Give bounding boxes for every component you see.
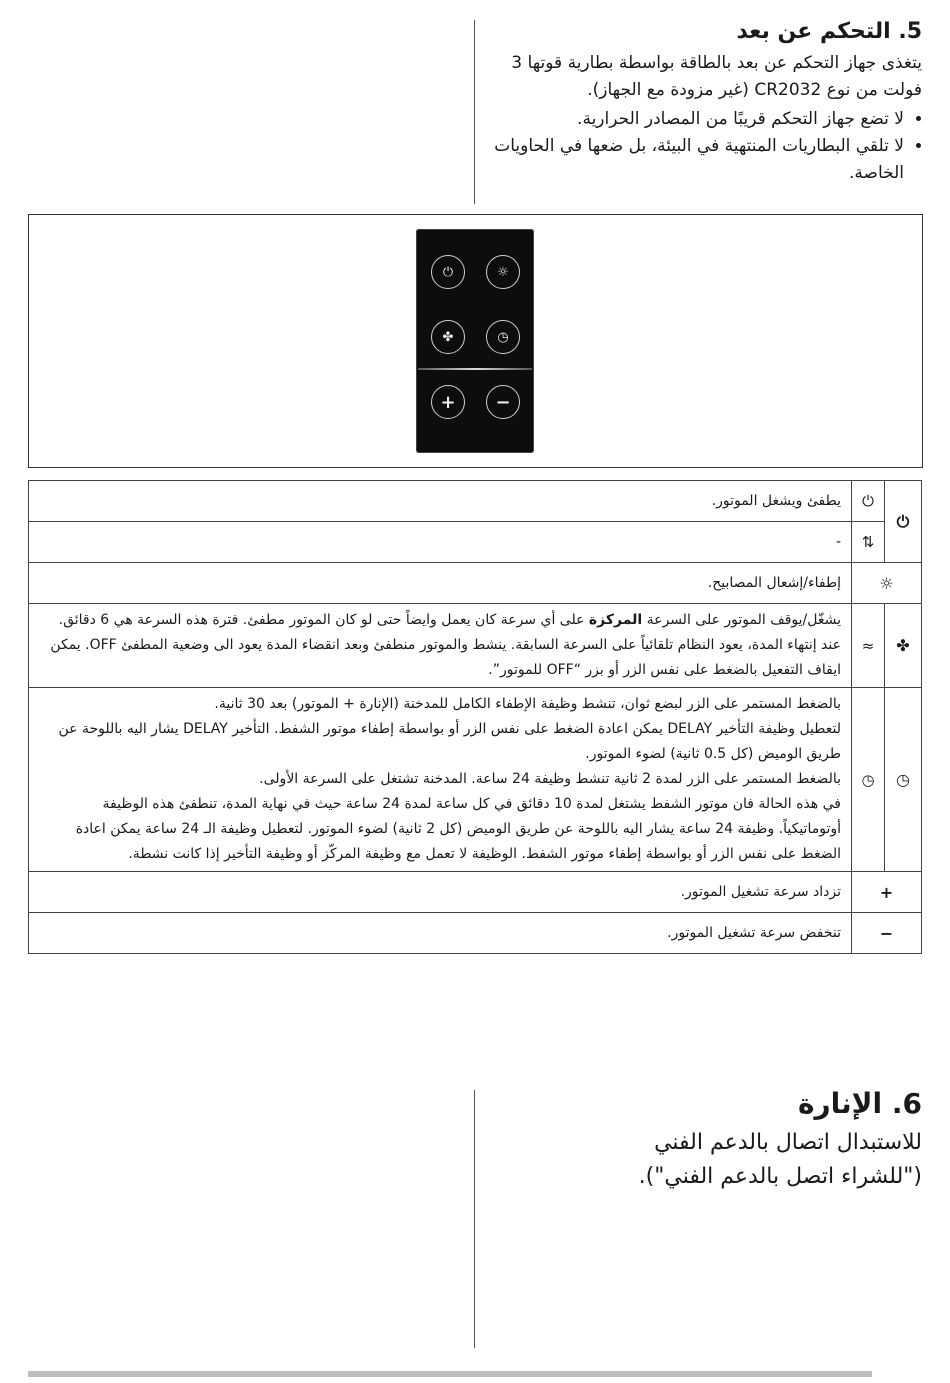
row-text: - (29, 522, 852, 563)
power-icon: ⏻ (885, 481, 922, 563)
bullet-item: • لا تضع جهاز التحكم قريبًا من المصادر الحرارية. (490, 106, 904, 133)
row-text: يشغّل/يوقف الموتور على السرعة المركزة على أي سرعة كان يعمل وايضاً حتى لو كان الموتور مطفئ. فترة هذه السرعة هي 6 دقائق. عند إنتهاء المدة، يعود النظام تلقائياً على السرعة السابقة. ينشط والموتور منطفئ وبعد انقضاء المدة يعود الى وضعية المطفئ OFF. يمكن ايقاف التفعيل بالضغط على نفس الزر أو بزر “OFF للموتور”. (29, 604, 852, 688)
table-row (29, 481, 922, 522)
plus-icon: + (431, 385, 465, 419)
section5 (490, 18, 922, 187)
section6-title: 6. الإنارة (798, 1087, 922, 1120)
remote-separator (418, 368, 532, 370)
remote-image-frame (28, 214, 923, 468)
section5-paragraph: يتغذى جهاز التحكم عن بعد بالطاقة بواسطة بطارية قوتها 3 فولت من نوع CR2032 (غير مزودة مع الجهاز). (511, 53, 922, 100)
light-icon: ☼ (852, 563, 922, 604)
section5-bullets (490, 106, 922, 187)
plus-icon: + (852, 872, 922, 913)
table-row (29, 688, 922, 872)
up-down-arrows-icon: ⇅ (852, 522, 885, 563)
power-icon: ⏻ (431, 255, 465, 289)
power-icon: ⏻ (852, 481, 885, 522)
fan-icon: ✤ (885, 604, 922, 688)
timer-icon: ◷ (486, 320, 520, 354)
light-icon: ☼ (486, 255, 520, 289)
row-text: يطفئ ويشغل الموتور. (29, 481, 852, 522)
table-row (29, 872, 922, 913)
row-text: بالضغط المستمر على الزر لبضع ثوان، تنشط وظيفة الإطفاء الكامل للمدخنة (الإنارة + الموتور) بعد 30 ثانية. لتعطيل وظيفة التأخير DELAY يمكن اعادة الضغط على نفس الزر أو بواسطة إطفاء موتور الشفط. التأخير DELAY يشار اليه باللوحة عن طريق الوميض (كل 0.5 ثانية) لضوء الموتور. بالضغط المستمر على الزر لمدة 2 ثانية تنشط وظيفة 24 ساعة. المدخنة تشتغل على السرعة الأولى. في هذه الحالة فان موتور الشفط يشتغل لمدة 10 دقائق في كل ساعة لمدة 24 ساعة حيث في نهاية المدة، تنطفئ هذه الوظيفة أوتوماتيكياً. وظيفة 24 ساعة يشار اليه باللوحة عن طريق الوميض (كل 2 ثانية) لضوء الموتور. لتعطيل وظيفة الـ 24 ساعة يمكن اعادة الضغط على نفس الزر أو بواسطة إطفاء موتور الشفط. الوظيفة لا تعمل مع وظيفة المركّز أو وظيفة التأخير إذا كانت نشطة. (29, 688, 852, 872)
section5-title: 5. التحكم عن بعد (736, 19, 922, 44)
section5-divider (474, 20, 475, 204)
table-row (29, 604, 922, 688)
table-row (29, 913, 922, 954)
table-row (29, 563, 922, 604)
section6 (500, 1084, 922, 1194)
row-text: إطفاء/إشعال المصابيح. (29, 563, 852, 604)
function-table (28, 480, 922, 954)
footer-bar (28, 1371, 872, 1377)
minus-icon: − (486, 385, 520, 419)
timer-icon: ◷ (852, 688, 885, 872)
fan-icon: ✤ (431, 320, 465, 354)
row-text: تنخفض سرعة تشغيل الموتور. (29, 913, 852, 954)
bullet-item: • لا تلقي البطاريات المنتهية في البيئة، بل ضعها في الحاويات الخاصة. (490, 133, 904, 187)
section6-divider (474, 1090, 475, 1348)
remote-control (416, 229, 534, 453)
minus-icon: − (852, 913, 922, 954)
section6-line2: ("للشراء اتصل بالدعم الفني"). (638, 1164, 922, 1189)
section6-line1: للاستبدال اتصال بالدعم الفني (654, 1130, 922, 1155)
intensive-fan-icon: ≈ (852, 604, 885, 688)
row-text: تزداد سرعة تشغيل الموتور. (29, 872, 852, 913)
table-row (29, 522, 922, 563)
timer-icon: ◷ (885, 688, 922, 872)
